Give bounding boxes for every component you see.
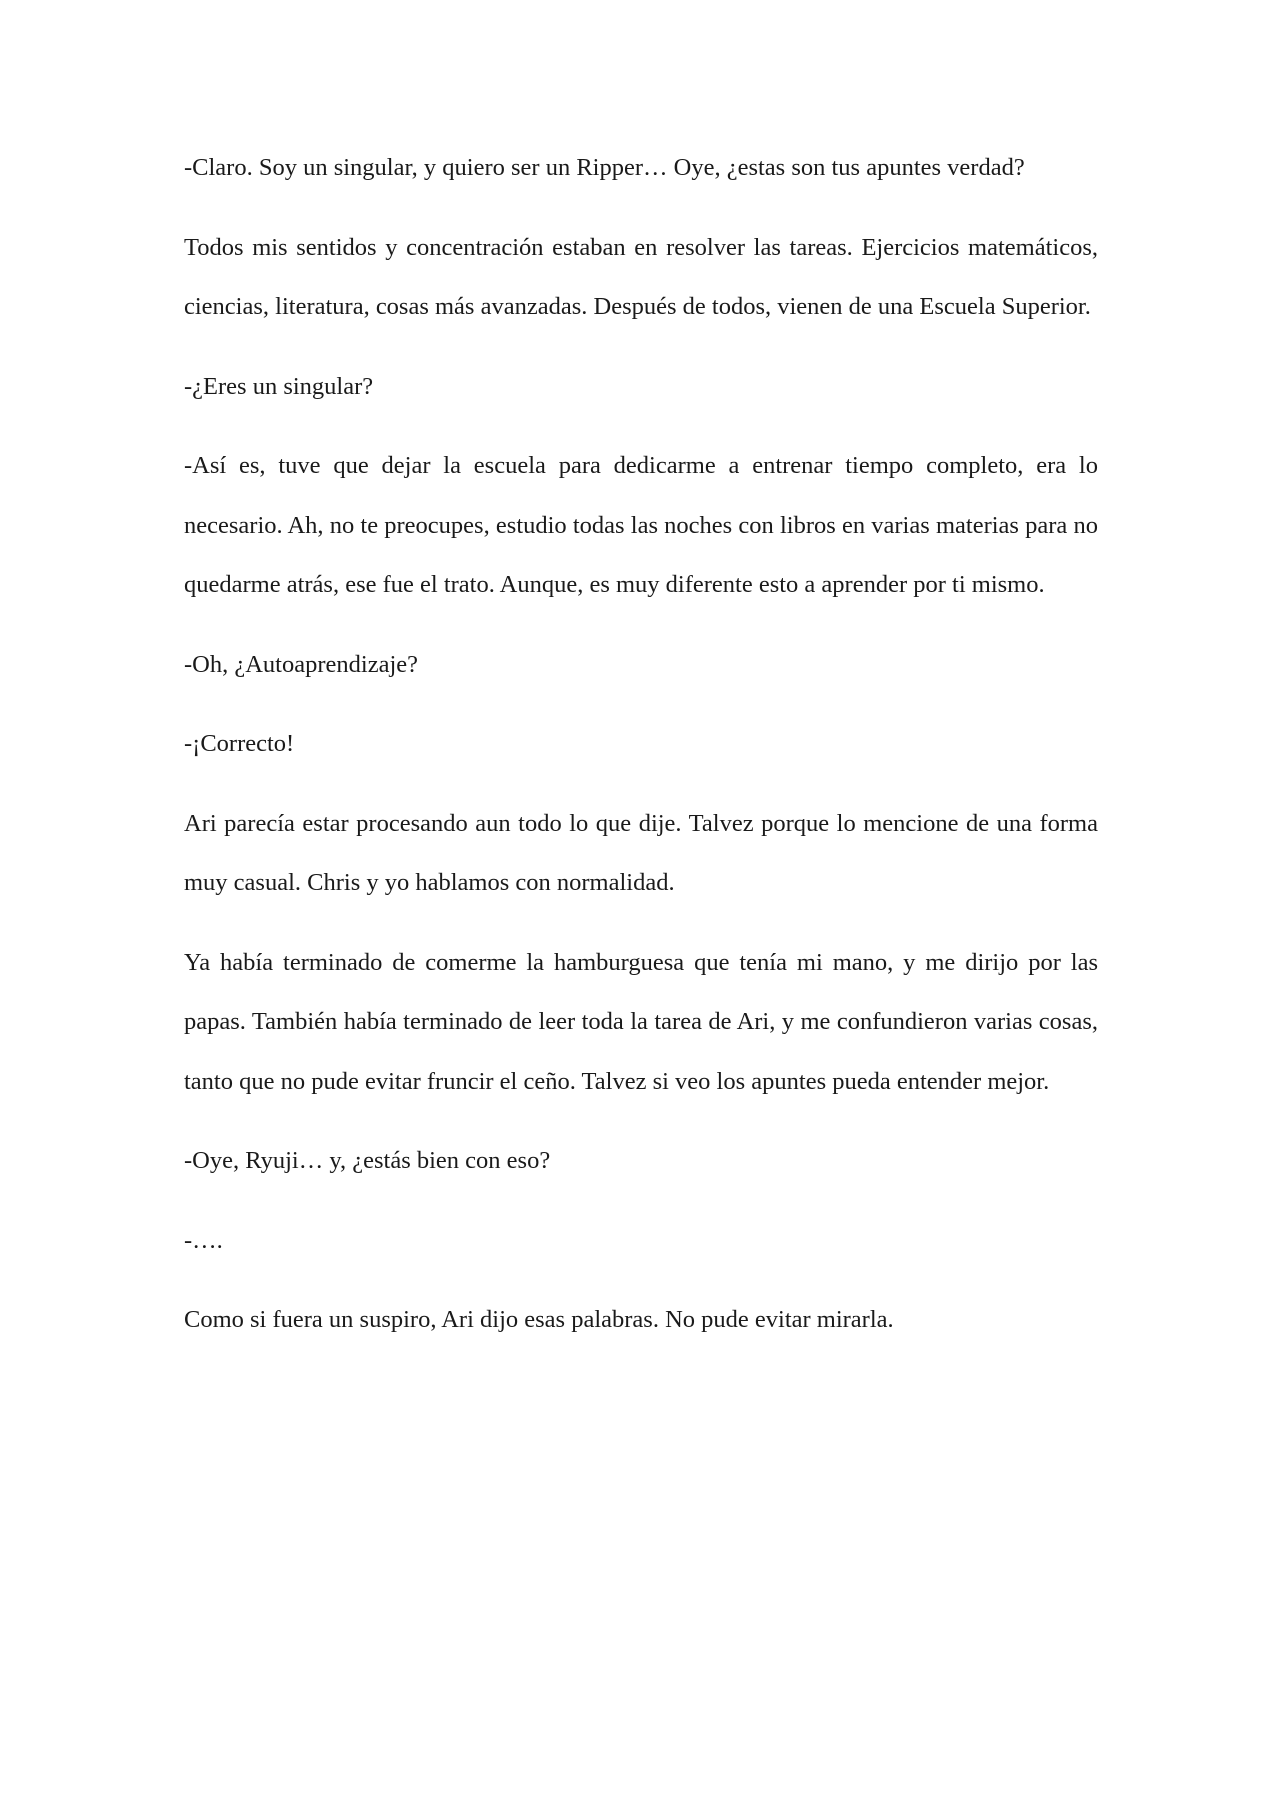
body-text [184,138,1098,1370]
paragraph-11: Como si fuera un suspiro, Ari dijo esas palabras. No pude evitar mirarla. [184,1306,894,1333]
paragraph-8: Ya había terminado de comerme la hamburguesa que tenía mi mano, y me dirijo por las papas. También había terminado de leer toda la tarea de Ari, y me confundieron varias cosas, tanto que no pude evitar fruncir el ceño. Talvez si veo los apuntes pueda entender mejor. [184,948,1098,1095]
paragraph-5: -Oh, ¿Autoaprendizaje? [184,650,418,678]
paragraph-9: -Oye, Ryuji… y, ¿estás bien con eso? [184,1147,551,1174]
paragraph-10: -…. [184,1226,223,1254]
paragraph-2: Todos mis sentidos y concentración estaban en resolver las tareas. Ejercicios matemáticos, ciencias, literatura, cosas más avanzadas. Después de todos, vienen de una Escuela Superior. [184,233,1098,320]
paragraph-7: Ari parecía estar procesando aun todo lo que dije. Talvez porque lo mencione de una forma muy casual. Chris y yo hablamos con normalidad. [184,809,1098,896]
paragraph-3: -¿Eres un singular? [184,372,374,400]
paragraph-4: -Así es, tuve que dejar la escuela para dedicarme a entrenar tiempo completo, era lo necesario. Ah, no te preocupes, estudio todas las noches con libros en varias materias para no quedarme atrás, ese fue el trato. Aunque, es muy diferente esto a aprender por ti mismo. [184,452,1098,598]
paragraph-1: -Claro. Soy un singular, y quiero ser un Ripper… Oye, ¿estas son tus apuntes verdad? [184,154,1025,181]
paragraph-6: -¡Correcto! [184,730,295,757]
